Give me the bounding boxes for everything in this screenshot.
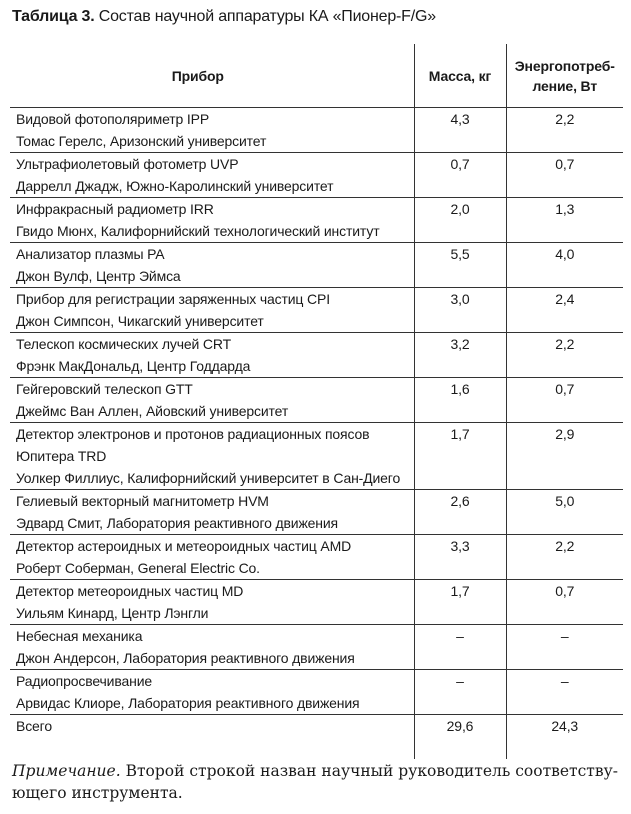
mass-cell: 1,7 xyxy=(414,423,506,490)
instrument-name: Прибор для регистрации заряженных частиц CPI xyxy=(16,291,330,307)
instrument-cell xyxy=(10,108,414,153)
note-label: Примечание. xyxy=(12,762,121,780)
power-cell: 0,7 xyxy=(506,580,623,625)
table-row xyxy=(10,288,623,333)
header-device: Прибор xyxy=(10,44,414,108)
instrument-pi: Гвидо Мюнх, Калифорнийский технологический институт xyxy=(16,223,380,239)
total-row xyxy=(10,715,623,760)
caption-text: Состав научной аппаратуры КА «Пионер-F/G» xyxy=(98,8,436,25)
instruments-table xyxy=(10,44,623,759)
instrument-cell xyxy=(10,378,414,423)
header-power-line2: ление, Вт xyxy=(532,77,598,94)
instrument-cell xyxy=(10,535,414,580)
power-cell: – xyxy=(506,625,623,670)
instrument-name: Детектор метеороидных частиц MD xyxy=(16,583,244,599)
instrument-pi: Уолкер Филлиус, Калифорнийский университет в Сан-Диего xyxy=(16,470,401,486)
instrument-pi: Джон Андерсон, Лаборатория реактивного движения xyxy=(16,650,355,666)
mass-cell: 2,0 xyxy=(414,198,506,243)
instrument-cell xyxy=(10,490,414,535)
instrument-name: Гелиевый векторный магнитометр HVM xyxy=(16,493,269,509)
header-row xyxy=(10,44,623,108)
mass-cell: – xyxy=(414,670,506,715)
power-cell: 2,2 xyxy=(506,535,623,580)
total-power: 24,3 xyxy=(506,715,623,760)
power-cell: 2,2 xyxy=(506,333,623,378)
instrument-name: Детектор электронов и протонов радиационных поясов xyxy=(16,426,370,442)
header-mass: Масса, кг xyxy=(414,44,506,108)
instrument-pi: Уильям Кинард, Центр Лэнгли xyxy=(16,605,209,621)
instrument-name: Гейгеровский телескоп GTT xyxy=(16,381,193,397)
instrument-name: Ультрафиолетовый фотометр UVP xyxy=(16,156,239,172)
power-cell: 0,7 xyxy=(506,378,623,423)
mass-cell: 1,7 xyxy=(414,580,506,625)
instrument-cell xyxy=(10,580,414,625)
table-row xyxy=(10,378,623,423)
power-cell: – xyxy=(506,670,623,715)
header-power-line1: Энергопотреб- xyxy=(514,57,615,74)
instrument-pi: Фрэнк МакДональд, Центр Годдарда xyxy=(16,358,251,374)
total-mass: 29,6 xyxy=(414,715,506,760)
mass-cell: 2,6 xyxy=(414,490,506,535)
power-cell: 0,7 xyxy=(506,153,623,198)
caption-label: Таблица 3. xyxy=(12,8,95,25)
instrument-pi: Даррелл Джадж, Южно-Каролинский университет xyxy=(16,178,334,194)
instrument-pi: Джон Симпсон, Чикагский университет xyxy=(16,313,264,329)
power-cell: 5,0 xyxy=(506,490,623,535)
power-cell: 2,9 xyxy=(506,423,623,490)
note-text: Второй строкой назван научный руководитель соответству-ющего инструмента. xyxy=(12,762,618,802)
instrument-cell xyxy=(10,153,414,198)
instrument-name: Инфракрасный радиометр IRR xyxy=(16,201,214,217)
table-row xyxy=(10,423,623,490)
instrument-cell xyxy=(10,288,414,333)
table-body xyxy=(10,108,623,760)
header-power xyxy=(506,44,623,108)
table-row xyxy=(10,198,623,243)
table-note xyxy=(12,760,622,804)
table-caption xyxy=(12,8,436,26)
mass-cell: 0,7 xyxy=(414,153,506,198)
instrument-name: Телескоп космических лучей CRT xyxy=(16,336,231,352)
instrument-name: Юпитера TRD xyxy=(16,448,107,464)
power-cell: 2,2 xyxy=(506,108,623,153)
instrument-name: Видовой фотополяриметр IPP xyxy=(16,111,210,127)
table-row xyxy=(10,535,623,580)
mass-cell: 3,3 xyxy=(414,535,506,580)
mass-cell: 4,3 xyxy=(414,108,506,153)
table-row xyxy=(10,625,623,670)
power-cell: 1,3 xyxy=(506,198,623,243)
instrument-pi: Джон Вулф, Центр Эймса xyxy=(16,268,181,284)
instrument-cell xyxy=(10,198,414,243)
mass-cell: 5,5 xyxy=(414,243,506,288)
instrument-cell xyxy=(10,243,414,288)
instrument-cell xyxy=(10,625,414,670)
mass-cell: 3,2 xyxy=(414,333,506,378)
total-label: Всего xyxy=(10,715,414,760)
table-row xyxy=(10,108,623,153)
instrument-name: Анализатор плазмы PA xyxy=(16,246,165,262)
instrument-pi: Арвидас Клиоре, Лаборатория реактивного движения xyxy=(16,695,360,711)
instrument-name: Небесная механика xyxy=(16,628,143,644)
table-row xyxy=(10,333,623,378)
instrument-pi: Эдвард Смит, Лаборатория реактивного движения xyxy=(16,515,338,531)
mass-cell: 3,0 xyxy=(414,288,506,333)
table-row xyxy=(10,490,623,535)
instrument-pi: Томас Герелс, Аризонский университет xyxy=(16,133,267,149)
instrument-pi: Джеймс Ван Аллен, Айовский университет xyxy=(16,403,289,419)
instrument-pi: Роберт Соберман, General Electric Co. xyxy=(16,560,260,576)
mass-cell: 1,6 xyxy=(414,378,506,423)
table-row xyxy=(10,580,623,625)
power-cell: 2,4 xyxy=(506,288,623,333)
instrument-cell xyxy=(10,333,414,378)
mass-cell: – xyxy=(414,625,506,670)
table-row xyxy=(10,153,623,198)
instrument-name: Детектор астероидных и метеороидных частиц AMD xyxy=(16,538,352,554)
instrument-name: Радиопросвечивание xyxy=(16,673,153,689)
power-cell: 4,0 xyxy=(506,243,623,288)
table-row xyxy=(10,670,623,715)
instrument-cell xyxy=(10,423,414,490)
table-row xyxy=(10,243,623,288)
instrument-cell xyxy=(10,670,414,715)
